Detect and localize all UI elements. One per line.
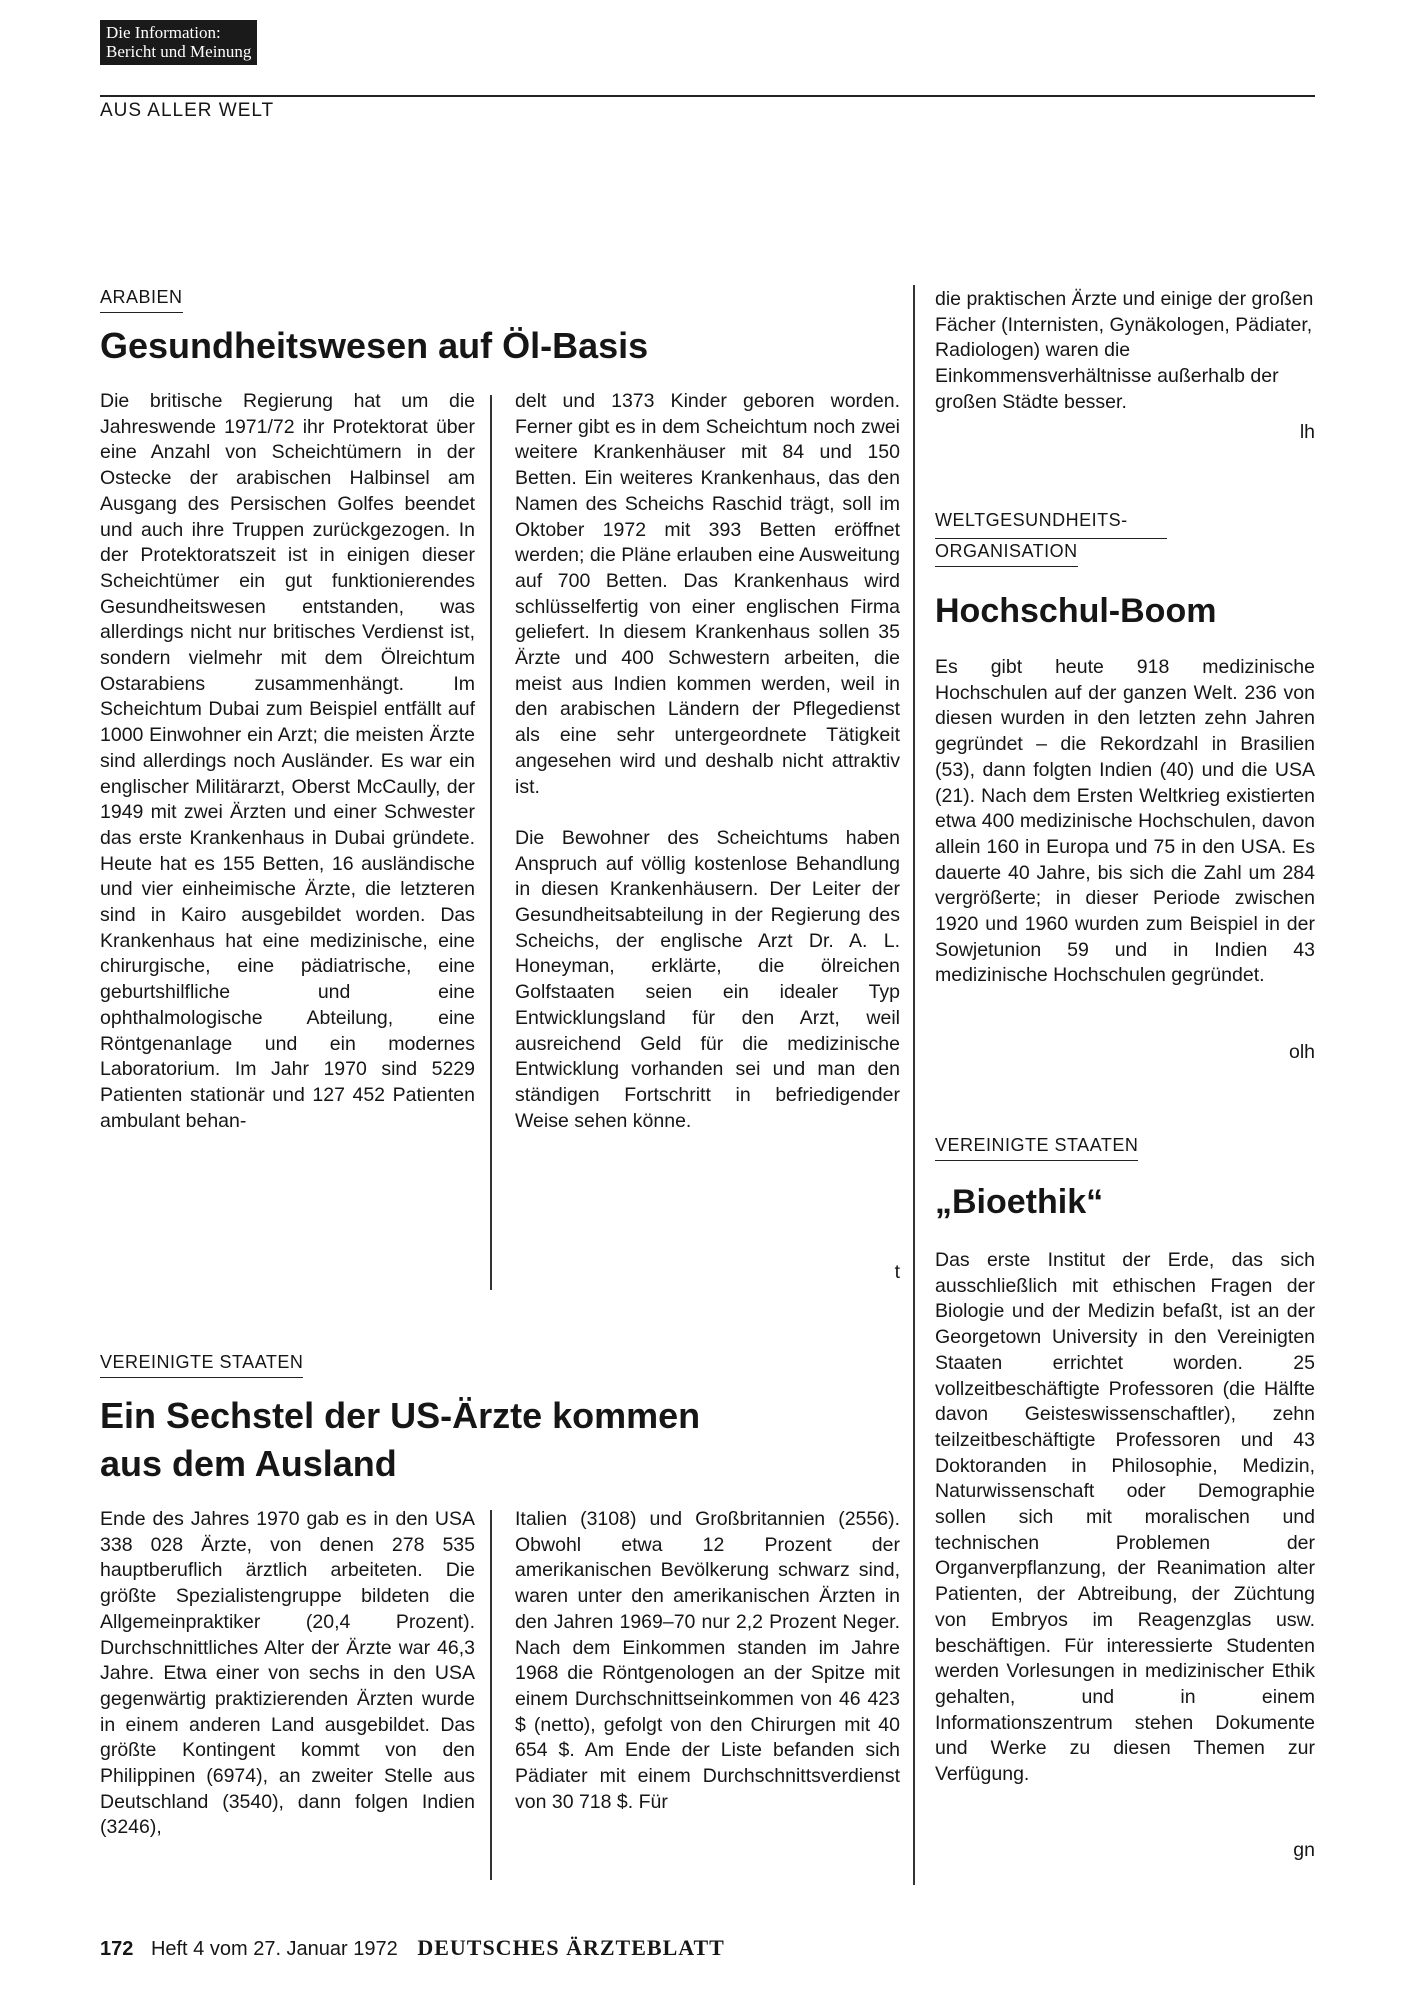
headline-us-aerzte-line-1: Ein Sechstel der US-Ärzte kommen [100, 1395, 701, 1436]
page-footer [100, 1935, 725, 1961]
headline-us-aerzte-line-2: aus dem Ausland [100, 1443, 397, 1484]
kicker-arabien: ARABIEN [100, 287, 183, 313]
signature-us-aerzte: lh [1299, 421, 1315, 443]
issue-info: Heft 4 vom 27. Januar 1972 [150, 1938, 398, 1960]
column-divider [490, 395, 492, 1290]
signature-hochschul-boom: olh [1288, 1041, 1315, 1063]
kicker-who-line-2: ORGANISATION [935, 541, 1078, 567]
column-divider [490, 1510, 492, 1880]
journal-name: DEUTSCHES ÄRZTEBLATT [417, 1935, 725, 1960]
page-number: 172 [100, 1938, 134, 1960]
headline-arabien: Gesundheitswesen auf Öl-Basis [100, 325, 649, 366]
kicker-who-line-1: WELTGESUNDHEITS- [935, 510, 1128, 530]
masthead-line-2: Bericht und Meinung [106, 42, 252, 61]
article-arabien-col-2: delt und 1373 Kinder geboren worden. Ferner gibt es in dem Scheichtum noch zwei weitere Krankenhäuser mit 84 und 150 Betten. Ein weiteres Krankenhaus, das den Namen des Scheichs Raschid trägt, soll im Oktober 1972 mit 393 Betten eröffnet werden; die Pläne erlauben eine Ausweitung auf 700 Betten. Das Krankenhaus wird schlüsselfertig von einer englischen Firma geliefert. In diesem Krankenhaus sollen 35 Ärzte und 400 Schwestern arbeiten, die meist aus Indien kommen werden, weil in den arabischen Ländern der Pflegedienst als eine sehr untergeordnete Tätigkeit angesehen wird und deshalb nicht attraktiv ist. Die Bewohner des Scheichtums haben Anspruch auf völlig kostenlose Behandlung in diesen Krankenhäusern. Der Leiter der Gesundheitsabteilung in der Regierung des Scheichs, der englische Arzt Dr. A. L. Honeyman, erklärte, die ölreichen Golfstaaten seien ein idealer Typ Entwicklungsland für den Arzt, weil ausreichend Geld für die medizinische Entwicklung vorhanden sei und man den ständigen Fortschritt in befriedigender Weise sehen könne. [515, 390, 900, 1132]
kicker-who-rule [935, 538, 1167, 539]
kicker-bioethik: VEREINIGTE STAATEN [935, 1135, 1138, 1161]
kicker-us-aerzte: VEREINIGTE STAATEN [100, 1352, 303, 1378]
signature-arabien: t [894, 1261, 900, 1283]
headline-hochschul-boom: Hochschul-Boom [935, 592, 1217, 630]
headline-bioethik: „Bioethik“ [935, 1183, 1104, 1221]
signature-bioethik: gn [1293, 1839, 1315, 1861]
article-bioethik-body: Das erste Institut der Erde, das sich ausschließlich mit ethischen Fragen der Biologie und der Medizin befaßt, ist an der Georgetown University in den Vereinigten Staaten errichtet worden. 25 vollzeitbeschäftigte Professoren (die Hälfte davon Geisteswissenschaftler), zehn teilzeitbeschäftigte Professoren und 43 Doktoranden in Philosophie, Medizin, Naturwissenschaft oder Demographie sollen sich mit moralischen und technischen Problemen der Organverpflanzung, der Reanimation alter Patienten, der Abtreibung, der Züchtung von Embryos im Reagenzglas usw. beschäftigen. Für interessierte Studenten werden Vorlesungen in medizinischer Ethik gehalten, und in einem Informationszentrum stehen Dokumente und Werke zu diesen Themen zur Verfügung. [935, 1249, 1315, 1786]
masthead-line-1: Die Information: [106, 23, 221, 42]
article-us-aerzte-col-2: Italien (3108) und Großbritannien (2556). Obwohl etwa 12 Prozent der amerikanischen Bevölkerung schwarz sind, waren unter den amerikanischen Ärzten in den Jahren 1969–70 nur 2,2 Prozent Neger. Nach dem Einkommen standen im Jahre 1968 die Röntgenologen an der Spitze mit einem Durchschnittseinkommen von 46 423 $ (netto), gefolgt von den Chirurgen mit 40 654 $. Am Ende der Liste befanden sich Pädiater mit einem Durchschnittsverdienst von 30 718 $. Für [515, 1508, 900, 1813]
column-divider [913, 285, 915, 1885]
article-arabien-col-1: Die britische Regierung hat um die Jahreswende 1971/72 ihr Protektorat über eine Anzahl von Scheichtümern in der Ostecke der arabischen Halbinsel am Ausgang des Persischen Golfes beendet und auch ihre Truppen zurückgezogen. In der Protektoratszeit ist in einigen dieser Scheichtümer ein gut funktionierendes Gesundheitswesen entstanden, was allerdings nicht nur britisches Verdienst ist, sondern vielmehr mit dem Ölreichtum Ostarabiens zusammenhängt. Im Scheichtum Dubai zum Beispiel entfällt auf 1000 Einwohner ein Arzt; die meisten Ärzte sind allerdings noch Ausländer. Es war ein englischer Militärarzt, Oberst McCaully, der 1949 mit zwei Ärzten und einer Schwester das erste Krankenhaus in Dubai gründete. Heute hat es 155 Betten, 16 ausländische und vier einheimische Ärzte, die letzteren sind in Kairo ausgebildet worden. Das Krankenhaus hat eine medizinische, eine chirurgische, eine pädiatrische, eine geburtshilfliche und eine ophthalmologische Abteilung, eine Röntgenanlage und ein modernes Laboratorium. Im Jahr 1970 sind 5229 Patienten stationär und 127 452 Patienten ambulant behan- [100, 390, 475, 1132]
masthead [100, 20, 257, 65]
section-label: AUS ALLER WELT [100, 100, 275, 121]
article-arabien-col-3: die praktischen Ärzte und einige der großen Fächer (Internisten, Gynäkologen, Pädiater, Radiologen) waren die Einkommensverhältnisse außerhalb der großen Städte besser. [935, 288, 1314, 413]
article-hochschul-boom-body: Es gibt heute 918 medizinische Hochschulen auf der ganzen Welt. 236 von diesen wurden in den letzten zehn Jahren gegründet – die Rekordzahl in Brasilien (53), dann folgten Indien (40) und die USA (21). Nach dem Ersten Weltkrieg existierten etwa 400 medizinische Hochschulen, davon allein 160 in Europa und 75 in den USA. Es dauerte 40 Jahre, bis sich die Zahl um 284 vergrößerte; in dieser Periode zwischen 1920 und 1960 wurden zum Beispiel in der Sowjetunion 59 und in Indien 43 medizinische Hochschulen gegründet. [935, 656, 1315, 987]
top-rule [100, 95, 1315, 97]
article-us-aerzte-col-1: Ende des Jahres 1970 gab es in den USA 338 028 Ärzte, von denen 278 535 hauptberuflich ärztlich arbeiteten. Die größte Spezialistengruppe bildeten die Allgemeinpraktiker (20,4 Prozent). Durchschnittliches Alter der Ärzte war 46,3 Jahre. Etwa einer von sechs in den USA gegenwärtig praktizierenden Ärzten wurde in einem anderen Land ausgebildet. Das größte Kontingent kommt von den Philippinen (6974), an zweiter Stelle aus Deutschland (3540), dann folgen Indien (3246), [100, 1508, 475, 1839]
